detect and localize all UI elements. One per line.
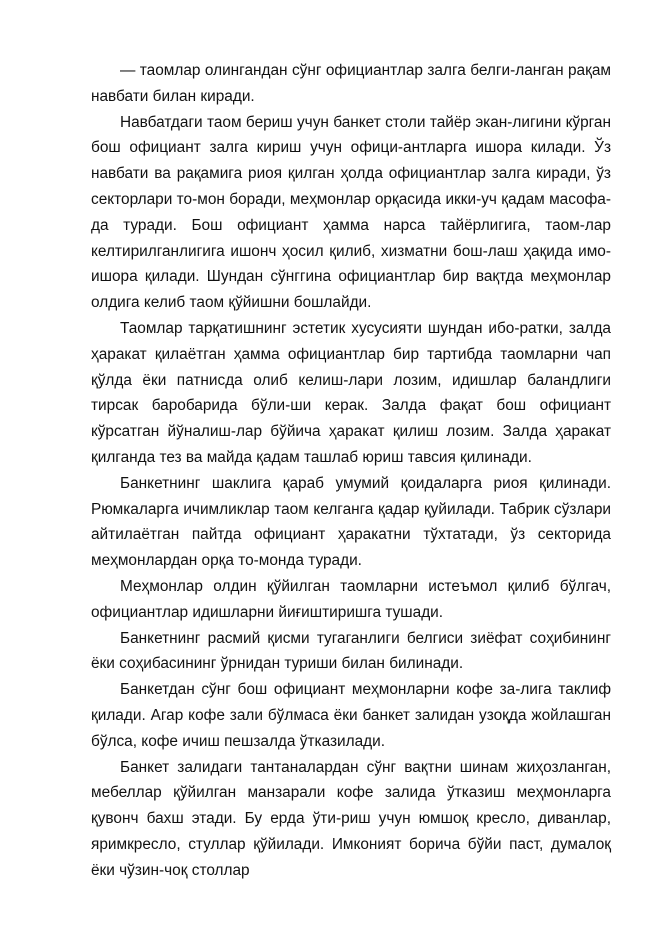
paragraph-5: Меҳмонлар олдин қўйилган таомларни истеъмол қилиб бўлгач, официантлар идишларни йиғиштиришга тушади. bbox=[91, 577, 611, 621]
paragraph-2: Навбатдаги таом бериш учун банкет столи тайёр экан-лигини кўрган бош официант залга кириш учун офици-антларга ишора килади. Ўз навбати ва рақамига риоя қилган ҳолда официантлар залга киради, ўз секторлари то-мон боради, меҳмонлар орқасида икки-уч қадам масофа-да туради. Бош официант ҳамма нарса тайёрлигига, таом-лар келтирилганлигига ишонч ҳосил қилиб, хизматни бош-лаш ҳақида имо-ишора қилади. Шундан сўнггина официантлар бир вақтда меҳмонлар олдига келиб таом қўйишни бошлайди. bbox=[91, 113, 611, 312]
paragraph-4: Банкетнинг шаклига қараб умумий қоидаларга риоя қилинади. Рюмкаларга ичимликлар таом келганга қадар қуйилади. Табрик сўзлари айтилаётган пайтда официант ҳаракатни тўхтатади, ўз секторида меҳмонлардан орқа то-монда туради. bbox=[91, 474, 611, 570]
paragraph-8: Банкет залидаги тантаналардан сўнг вақтни шинам жиҳозланган, мебеллар қўйилган манзарали кофе залида ўтказиш меҳмонларга қувонч бахш этади. Бу ерда ўти-риш учун юмшоқ кресло, диванлар, яримкресло, стуллар қўйилади. Имконият борича бўйи паст, думалоқ ёки чўзин-чоқ столлар bbox=[91, 758, 611, 879]
paragraph-6: Банкетнинг расмий қисми тугаганлиги белгиси зиёфат соҳибининг ёки соҳибасининг ўрнидан туриши билан билинади. bbox=[91, 629, 611, 673]
paragraph-1: — таомлар олингандан сўнг официантлар залга белги-ланган рақам навбати билан киради. bbox=[91, 62, 611, 105]
paragraph-3: Таомлар тарқатишнинг эстетик хусусияти шундан ибо-ратки, залда ҳаракат қилаётган ҳамма официантлар бир тартибда таомларни чап қўлда ёки патнисда олиб келиш-лари лозим, идишлар баландлиги тирсак баробарида бўли-ши керак. Залда фақат бош официант кўрсатган йўналиш-лар бўйича ҳаракат қилиш лозим. Залда ҳаракат қилганда тез ва майда қадам ташлаб юриш тавсия қилинади. bbox=[91, 319, 611, 466]
paragraph-7: Банкетдан сўнг бош официант меҳмонларни кофе за-лига таклиф қилади. Агар кофе зали бўлмаса ёки банкет залидан узоқда жойлашган бўлса, кофе ичиш пешзалда ўтказилади. bbox=[91, 681, 611, 750]
document-page bbox=[91, 58, 611, 884]
